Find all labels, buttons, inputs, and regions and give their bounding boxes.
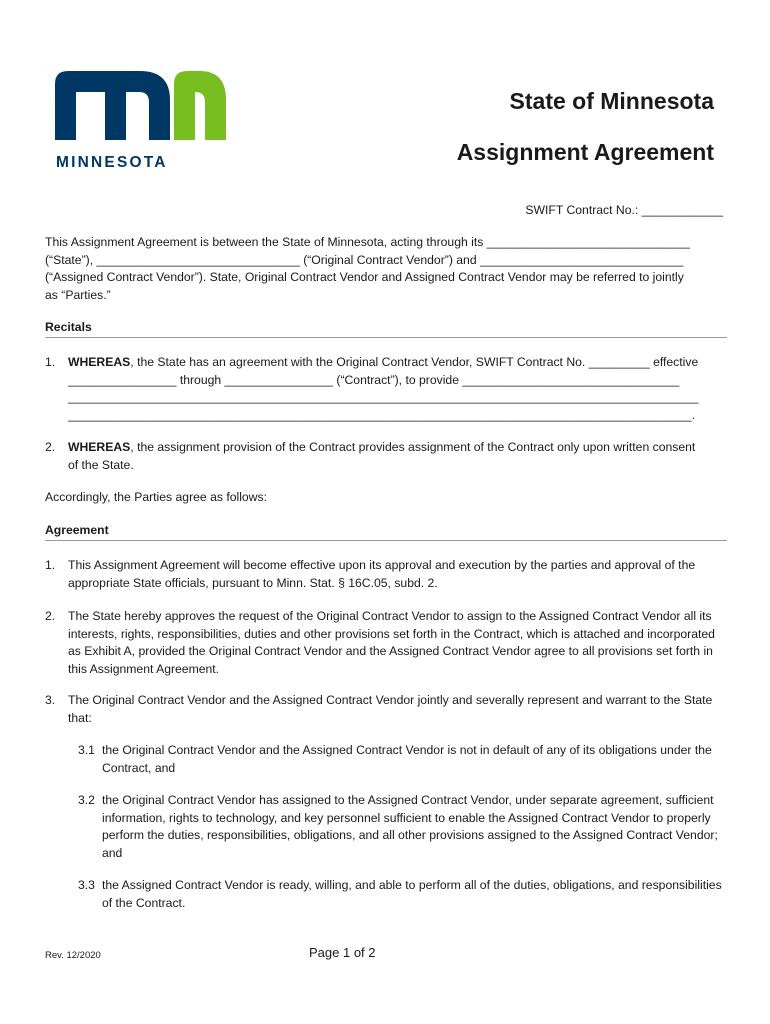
- accordingly-text: Accordingly, the Parties agree as follows:: [45, 490, 267, 504]
- swift-contract-number: SWIFT Contract No.: ____________: [525, 203, 723, 217]
- agreement-subitem: [78, 792, 728, 862]
- logo-wordmark: MINNESOTA: [56, 154, 168, 171]
- agreement-item: [45, 608, 727, 678]
- logo-n-shape: [174, 71, 226, 140]
- subitem-text: the Original Contract Vendor and the Assigned Contract Vendor is not in default of any of its obligations under the Contract, and: [102, 743, 712, 775]
- intro-line: This Assignment Agreement is between the State of Minnesota, acting through its ______________________________: [45, 235, 691, 249]
- agreement-item: [45, 557, 727, 592]
- document-title: State of Minnesota: [509, 88, 714, 114]
- subitem-number: 3.1: [78, 743, 95, 757]
- recital-line: [68, 439, 727, 457]
- intro-line: (“Assigned Contract Vendor”). State, Original Contract Vendor and Assigned Contract Vendor may be referred to jointly: [45, 270, 684, 284]
- agreement-subitem: [78, 877, 728, 912]
- recitals-heading: Recitals: [45, 320, 727, 338]
- page-number: Page 1 of 2: [309, 945, 376, 960]
- recital-item: [45, 354, 727, 424]
- recital-item: [45, 439, 727, 474]
- whereas-label: WHEREAS: [68, 440, 131, 454]
- recital-line: [68, 354, 727, 372]
- agreement-number: 3.: [45, 693, 56, 707]
- recital-text: , the State has an agreement with the Original Contract Vendor, SWIFT Contract No. _________ effective: [130, 355, 699, 369]
- recital-number: 1.: [45, 355, 56, 369]
- whereas-label: WHEREAS: [68, 355, 131, 369]
- agreement-number: 2.: [45, 609, 56, 623]
- recital-line: _____________________________________________________________________________________________: [68, 390, 699, 404]
- recital-line: ____________________________________________________________________________________________.: [68, 407, 695, 422]
- intro-paragraph: [45, 234, 727, 304]
- agreement-heading: Agreement: [45, 523, 727, 541]
- agreement-number: 1.: [45, 558, 56, 572]
- intro-line: as “Parties.”: [45, 287, 111, 302]
- document-subtitle: Assignment Agreement: [456, 139, 714, 165]
- recital-line: of the State.: [68, 457, 134, 472]
- recital-text: , the assignment provision of the Contract provides assignment of the Contract only upon written consent: [130, 440, 696, 454]
- agreement-text: The Original Contract Vendor and the Assigned Contract Vendor jointly and severally represent and warrant to the State that:: [68, 693, 713, 725]
- recital-number: 2.: [45, 440, 56, 454]
- subitem-number: 3.3: [78, 878, 95, 892]
- recital-line: ________________ through ________________ (“Contract”), to provide ________________________________: [68, 372, 680, 387]
- subitem-number: 3.2: [78, 793, 95, 807]
- agreement-text: The State hereby approves the request of the Original Contract Vendor to assign to the Assigned Contract Vendor all its interests, rights, responsibilities, duties and other provisions set forth in the Contract, which is attached and incorporated as Exhibit A, provided the Original Contract Vendor and the Assigned Contract Vendor agree to all provisions set forth in this Assignment Agreement.: [68, 609, 715, 676]
- agreement-subitem: [78, 742, 728, 777]
- intro-line: (“State”), ______________________________ (“Original Contract Vendor”) and ______________________________: [45, 252, 684, 267]
- agreement-item: [45, 692, 727, 727]
- subitem-text: the Original Contract Vendor has assigned to the Assigned Contract Vendor, under separate agreement, sufficient information, rights to technology, and key personnel sufficient to enable the Assigned Contract Vendor to properly perform the duties, responsibilities, obligations, and all other provisions assigned to the Assigned Contract Vendor; and: [102, 793, 718, 860]
- revision-label: Rev. 12/2020: [45, 950, 101, 961]
- subitem-text: the Assigned Contract Vendor is ready, willing, and able to perform all of the duties, obligations, and responsibilities of the Contract.: [102, 878, 722, 910]
- agreement-text: This Assignment Agreement will become effective upon its approval and execution by the parties and approval of the appropriate State officials, pursuant to Minn. Stat. § 16C.05, subd. 2.: [68, 558, 696, 590]
- logo-m-shape: [55, 71, 170, 140]
